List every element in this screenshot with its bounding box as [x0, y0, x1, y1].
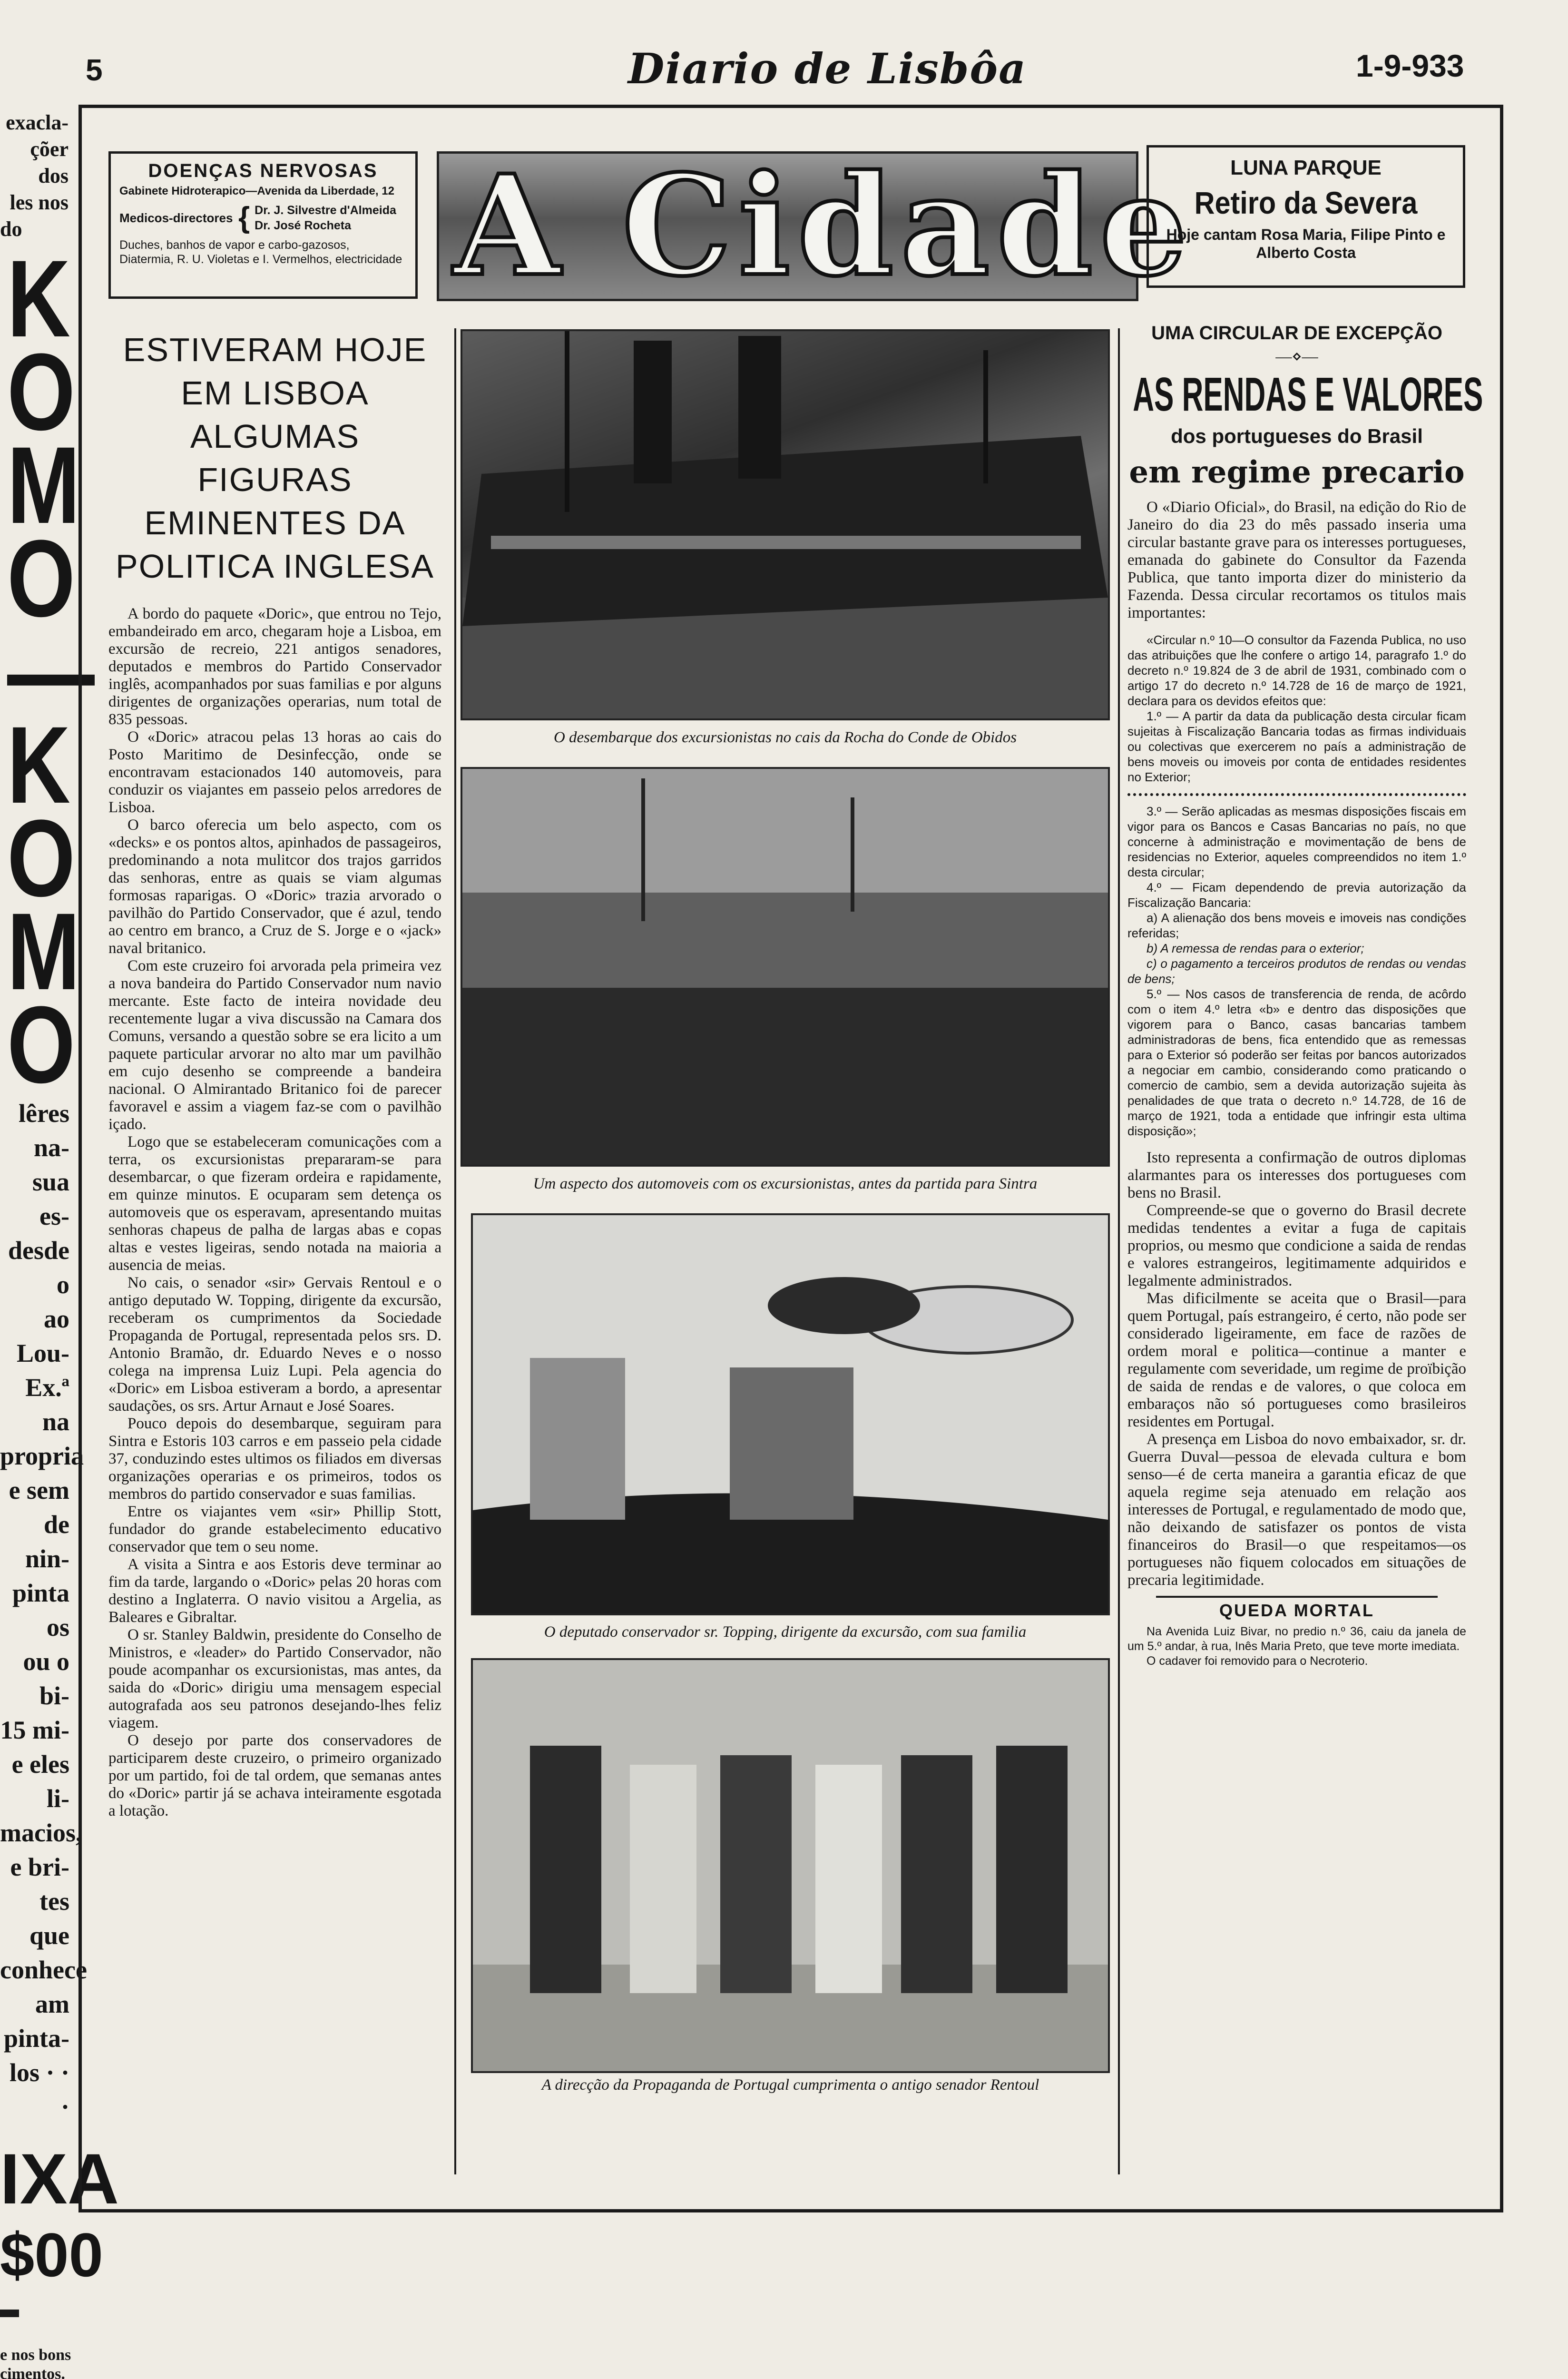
- quote-paragraph: a) A alienação dos bens moveis e imoveis nas condições referidas;: [1127, 911, 1466, 940]
- banner-title: A Cidade: [453, 145, 1194, 307]
- article-right-quote2: [1127, 804, 1466, 1139]
- paragraph: A presença em Lisboa do novo embaixador, sr. dr. Guerra Duval—pessoa de elevada cultura e bom senso—é de certa maneira a garantia eficaz de que aquela regime seja atenuado em relação aos interesses de Portugal, e regulamentado de modo que, não deixando de satisfazer os pontos de vista financeiros do Brasil—o que respeitamos—os portugueses não fiquem colocados em situações de precaria legitimidade.: [1127, 1431, 1466, 1589]
- brief-body: [1127, 1624, 1466, 1669]
- quote-paragraph: c) o pagamento a terceiros produtos de rendas ou vendas de bens;: [1127, 956, 1466, 986]
- paragraph: O sr. Stanley Baldwin, presidente do Conselho de Ministros, e «leader» do Partido Conservador, não poude acompanhar os excursionistas, mas antes, da saida do «Doric» dirigiu uma mensagem especial autografada aos seu patronos desejando-lhes feliz viagem.: [108, 1626, 441, 1731]
- ad-right-title: LUNA PARQUE: [1230, 156, 1382, 179]
- family-car-icon: [473, 1215, 1108, 1613]
- ad-left-title: DOENÇAS NERVOSAS: [148, 160, 378, 181]
- left-strip: [0, 109, 119, 2379]
- paragraph: Compreende-se que o governo do Brasil decrete medidas tendentes a evitar a fuga de capitais proprios, ou mesmo que condicione a saida de rendas e valores estrangeiros, legitimamente adquiridos e legalmente administrados.: [1127, 1202, 1466, 1289]
- left-strip-price-value: $00: [0, 2220, 103, 2290]
- paragraph: Isto representa a confirmação de outros diplomas alarmantes para os interesses dos portugueses com bens no Brasil.: [1127, 1149, 1466, 1201]
- paragraph: A visita a Sintra e aos Estoris deve terminar ao fim da tarde, largando o «Doric» pelas 20 horas com destino a Inglaterra. O navio visitou a Argelia, as Baleares e Gibraltar.: [108, 1556, 441, 1626]
- left-strip-price-big: IXA: [0, 2139, 119, 2219]
- photo-caption-1: O desembarque dos excursionistas no cais da Rocha do Conde de Obidos: [553, 729, 1017, 746]
- quote-paragraph: 4.º — Ficam dependendo de previa autorização da Fiscalização Bancaria:: [1127, 880, 1466, 910]
- dotted-separator: [1127, 793, 1466, 796]
- article-left-body: [108, 605, 441, 1820]
- photo-caption-3: O deputado conservador sr. Topping, dirigente da excursão, com sua familia: [544, 1623, 1027, 1641]
- kicker-ornament-icon: —⋄—: [1275, 348, 1318, 365]
- quote-paragraph: «Circular n.º 10—O consultor da Fazenda Publica, no uso das atribuições que lhe confere o artigo 14, paragrafo 1.º do decreto n.º 19.824 de 3 de abril de 1931, combinado com o artigo 17 do decreto n.º 14.728 de 16 de março de 1921, declara para os devidos efeitos que:: [1127, 633, 1466, 708]
- column-rule-left: [454, 328, 456, 2174]
- photo-propaganda-greeting: [471, 1658, 1110, 2073]
- ad-doencas-nervosas: [108, 151, 418, 299]
- quote-paragraph: b) A remessa de rendas para o exterior;: [1147, 941, 1364, 955]
- paragraph: No cais, o senador «sir» Gervais Rentoul e o antigo deputado W. Topping, dirigente da excursão, receberam os cumprimentos da Sociedade Propaganda de Portugal, representada pelos srs. D. Antonio Bramão, dr. Eduardo Neves e o nosso colega na imprensa Luiz Lupi. Pela agencia do «Doric» em Lisboa estiveram a bordo, a apresentar saudações, os srs. Artur Arnaut e José Soares.: [108, 1274, 441, 1415]
- article-right-headline: AS RENDAS E VALORES: [1133, 368, 1483, 421]
- left-strip-dash: [0, 2310, 19, 2317]
- article-left-headline: ESTIVERAM HOJE EM LISBOA ALGUMAS FIGURAS EMINENTES DA POLITICA INGLESA: [116, 331, 434, 585]
- left-strip-big-letters: K O M O — K O M O: [7, 237, 95, 1106]
- ad-right-subtitle: Retiro da Severa: [1194, 185, 1418, 220]
- photo-ship-disembark: [461, 329, 1110, 720]
- ship-silhouette-icon: [462, 331, 1108, 718]
- article-right-quote1: [1127, 632, 1466, 785]
- article-right-body: [1127, 499, 1466, 622]
- article-left: [108, 328, 441, 1820]
- group-standing-icon: [473, 1660, 1108, 2071]
- column-rule-right: [1118, 328, 1120, 2174]
- brief-rule: [1156, 1596, 1438, 1598]
- brief-paragraph: O cadaver foi removido para o Necroterio.: [1147, 1654, 1368, 1668]
- quote-paragraph: 5.º — Nos casos de transferencia de renda, de acôrdo com o item 4.º letra «b» e dentro das disposições que vigorem para o Banco, casas bancarias tambem administradoras de bens, fica entendido que as remessas para o Exterior só poderão ser feitas por bancos autorizados a negociar em cambio, considerando como praticando o comercio de cambio, sem a devida autorização sujeita às penalidades de que trata o decreto n.º 14.728, de 16 de março de 1921, toda a entidade que infringir esta ultima disposição»;: [1127, 987, 1466, 1138]
- quote-paragraph: 3.º — Serão aplicadas as mesmas disposições fiscais em vigor para os Bancos e Casas Bancarias no país, no que concerne à administração e movimentação de bens de residencias no Exterior, aqueles compreendidos no item 1.º desta circular;: [1127, 804, 1466, 879]
- article-right-subhead: dos portugueses do Brasil: [1171, 425, 1423, 447]
- ad-right-body: Hoje cantam Rosa Maria, Filipe Pinto e Alberto Costa: [1166, 226, 1446, 261]
- photo-caption-2: Um aspecto dos automoveis com os excursionistas, antes da partida para Sintra: [533, 1175, 1038, 1192]
- page-date: 1-9-933: [1356, 48, 1464, 83]
- photo-automobiles: [461, 767, 1110, 1167]
- paragraph: O barco oferecia um belo aspecto, com os «decks» e os pontos altos, apinhados de passageiros, predominando a nota mulitcor dos trajos garridos das senhoras, entre as quais se viam algumas formosas raparigas. O «Doric» trazia arvorado o pavilhão do Partido Conservador, que é azul, tendo ao centro em branco, a Cruz de S. Jorge e o «jack» naval britanico.: [108, 816, 441, 957]
- photo-caption-4: A direcção da Propaganda de Portugal cumprimenta o antigo senador Rentoul: [541, 2076, 1039, 2094]
- article-right-subhead2: em regime precario: [1129, 454, 1465, 490]
- brief-paragraph: Na Avenida Luiz Bivar, no predio n.º 36, caiu da janela de um 5.º andar, à rua, Inês Maria Preto, que teve morte imediata.: [1127, 1625, 1466, 1653]
- ad-luna-parque: [1147, 145, 1465, 288]
- paragraph: O «Diario Oficial», do Brasil, na edição do Rio de Janeiro do dia 23 do mês passado inseria uma circular bastante grave para os interesses portugueses, emanada do gabinete do Consultor da Fazenda Publica, que tanto importa dizer do ministerio da Fazenda. Dessa circular recortamos os titulos mais importantes:: [1127, 499, 1466, 621]
- quote-paragraph: 1.º — A partir da data da publicação desta circular ficam sujeitas à Fiscalização Bancaria todas as firmas individuais ou colectivas que exercerem no país a administração de bens moveis ou imoveis por conta de entidades residentes no Exterior;: [1127, 709, 1466, 784]
- ad-left-directors: Medicos-directores { Dr. J. Silvestre d'Almeida Dr. José Rocheta: [119, 201, 396, 234]
- article-right: [1127, 318, 1483, 1669]
- paragraph: Mas dificilmente se aceita que o Brasil—para quem Portugal, país estrangeiro, é certo, não pode ser considerado ligeiramente, em face de razões de ordem moral e politica—continue a manter e regulamente com severidade, um regime de proïbição de saida de rendas e de valores, o que coloca em embaraços não só portugueses como brasileiros residentes em Portugal.: [1127, 1290, 1466, 1430]
- left-strip-bottom-text: e nos bons cimentos.: [0, 2346, 71, 2379]
- paragraph: Pouco depois do desembarque, seguiram para Sintra e Estoris 103 carros e em passeio pela cidade 37, conduzindo estes ultimos os filiados em diversas organizações operarias e os primeiros, todos os membros do partido conservador e suas familias.: [108, 1415, 441, 1503]
- article-right-body2: [1127, 1149, 1466, 1589]
- ad-left-body: Duches, banhos de vapor e carbo-gazosos, Diatermia, R. U. Violetas e I. Vermelhos, electricidade: [119, 238, 402, 266]
- paragraph: Logo que se estabeleceram comunicações com a terra, os excursionistas prepararam-se para desembarcar, o que fizeram ordeira e rapidamente, em quinze minutos. E ocuparam sem detença os automoveis que os esperavam, apresentando muitas senhoras chapeus de palha de largas abas e copas altas e vestes ligeiras, sendo notada na maioria a ausencia de meias.: [108, 1133, 441, 1274]
- paragraph: Com este cruzeiro foi arvorada pela primeira vez a nova bandeira do Partido Conservador num navio mercante. Este facto de inteira novidade deu recentemente lugar a viva discussão na Camara dos Comuns, versando a questão sobre se era licito a um paquete particular arvorar no alto mar um pavilhão em cujo desenho se compreende a bandeira nacional. O Almirantado Britanico foi de parecer favoravel e assim a viagem faz-se com o pavilhão içado.: [108, 957, 441, 1133]
- photo-topping-family: [471, 1213, 1110, 1615]
- left-strip-mid-text: lêres na- sua es- desde o ao Lou- Ex.ª na propria e sem de nin- pinta os ou o bi- 15 mi- e eles li- macios, e bri- tes que conhece am pinta- los · · ·: [0, 1099, 87, 2121]
- paragraph: A bordo do paquete «Doric», que entrou no Tejo, embandeirado em arco, chegaram hoje a Lisboa, em excursão de recreio, 221 antigos senadores, deputados e membros do Partido Conservador inglês, acompanhados por suas familias e por alguns dirigentes de organizações operarias, num total de 835 pessoas.: [108, 605, 441, 728]
- page-number: 5: [86, 53, 103, 87]
- article-right-kicker: UMA CIRCULAR DE EXCEPÇÃO: [1151, 323, 1442, 344]
- paragraph: O desejo por parte dos conservadores de participarem deste cruzeiro, o primeiro organizado por um partido, foi de tal ordem, que semanas antes do «Doric» partir já se achava inteiramente esgotada a lotação.: [108, 1732, 441, 1819]
- paragraph: O «Doric» atracou pelas 13 horas ao cais do Posto Maritimo de Desinfecção, onde se encontravam estacionados 140 automoveis, para conduzir os viajantes em passeio pelos arredores de Lisboa.: [108, 728, 441, 816]
- brief-title: QUEDA MORTAL: [1219, 1601, 1374, 1620]
- ad-left-line1: Gabinete Hidroterapico—Avenida da Liberdade, 12: [119, 185, 394, 197]
- left-strip-top-text: exacla- çõer dos les nos do: [0, 111, 69, 241]
- crowd-scene-icon: [462, 769, 1108, 1165]
- paragraph: Entre os viajantes vem «sir» Phillip Stott, fundador do grande estabelecimento educativo conservador que tem o seu nome.: [108, 1503, 441, 1555]
- banner-a-cidade: [437, 145, 1194, 307]
- masthead: Diario de Lisbôa: [628, 44, 1027, 93]
